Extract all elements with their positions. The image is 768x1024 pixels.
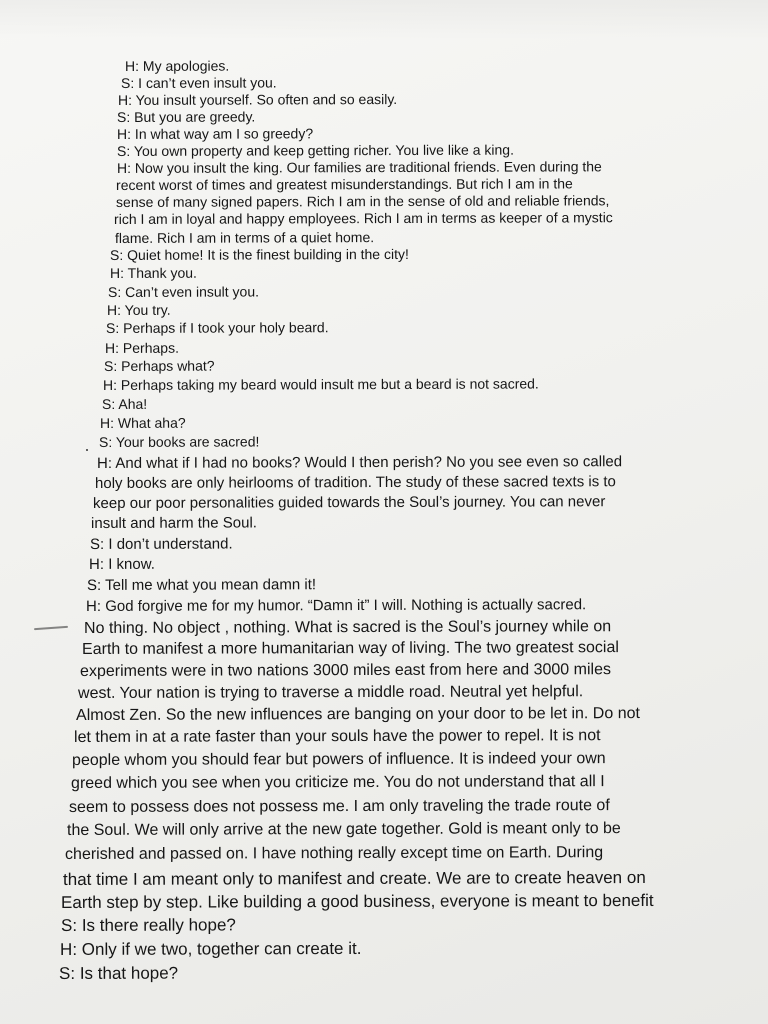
text-line: No thing. No object , nothing. What is sacred is the Soul’s journey while on [84, 618, 612, 637]
text-line: H: Thank you. [110, 264, 197, 281]
text-line: people whom you should fear but powers of influence. It is indeed your own [72, 750, 606, 769]
text-line: H: Perhaps taking my beard would insult me but a beard is not sacred. [103, 375, 539, 393]
text-line: let them in at a rate faster than your souls have the power to repel. It is not [74, 727, 601, 746]
text-line: S: I can’t even insult you. [121, 74, 277, 91]
text-line: Earth to manifest a more humanitarian way of living. The two greatest social [82, 639, 619, 658]
text-line: experiments were in two nations 3000 miles east from here and 3000 miles [80, 661, 611, 680]
text-line: S: But you are greedy. [117, 108, 256, 125]
text-line: H: Only if we two, together can create it. [60, 938, 362, 959]
text-line: Earth step by step. Like building a good business, everyone is meant to benefit [61, 890, 654, 912]
text-line: sense of many signed papers. Rich I am in the sense of old and reliable friends, [116, 192, 610, 210]
text-line: recent worst of times and greatest misunderstandings. But rich I am in the [116, 175, 573, 193]
text-line: S: Tell me what you mean damn it! [87, 576, 317, 594]
text-line: S: Is that hope? [59, 963, 179, 983]
text-line: S: Can’t even insult you. [108, 283, 260, 300]
text-line: S: You own property and keep getting richer. You live like a king. [117, 141, 514, 159]
paper-shadow [0, 0, 768, 40]
text-line: holy books are only heirlooms of tradition. The study of these sacred texts is to [95, 473, 616, 492]
text-line: west. Your nation is trying to traverse a middle road. Neutral yet helpful. [78, 683, 584, 702]
text-line: S: Quiet home! It is the finest building in the city! [110, 245, 409, 263]
text-line: S: I don’t understand. [90, 535, 233, 553]
text-line: seem to possess does not possess me. I am only traveling the trade route of [69, 797, 610, 816]
text-line: rich I am in loyal and happy employees. Rich I am in terms as keeper of a mystic [114, 209, 613, 227]
text-line: Almost Zen. So the new influences are banging on your door to be let in. Do not [76, 705, 640, 724]
text-line: S: Is there really hope? [61, 915, 236, 935]
text-line: H: Now you insult the king. Our families are traditional friends. Even during the [117, 158, 602, 176]
text-line: H: In what way am I so greedy? [117, 125, 314, 142]
text-line: S: Perhaps what? [104, 357, 215, 374]
text-line: H: What aha? [100, 414, 186, 431]
text-line: H: God forgive me for my humor. “Damn it” I will. Nothing is actually sacred. [86, 596, 587, 615]
text-line: S: Your books are sacred! [99, 433, 260, 450]
text-line: S: Aha! [102, 395, 148, 412]
text-line: the Soul. We will only arrive at the new gate together. Gold is meant only to be [67, 820, 621, 839]
text-line: H: I know. [89, 555, 155, 573]
text-line: insult and harm the Soul. [91, 514, 257, 532]
text-line: H: My apologies. [125, 57, 230, 74]
text-line: greed which you see when you criticize me. You do not understand that all I [71, 773, 605, 792]
text-line: H: And what if I had no books? Would I then perish? No you see even so called [97, 453, 623, 472]
text-line: cherished and passed on. I have nothing really except time on Earth. During [65, 844, 604, 863]
text-line: H: You insult yourself. So often and so easily. [118, 91, 398, 108]
text-line: S: Perhaps if I took your holy beard. [106, 319, 329, 336]
text-line: H: You try. [107, 301, 171, 318]
text-line: H: Perhaps. [105, 339, 179, 356]
ink-dot [86, 449, 88, 451]
text-line: flame. Rich I am in terms of a quiet home. [115, 229, 375, 246]
text-line: keep our poor personalities guided towards the Soul’s journey. You can never [93, 493, 606, 512]
text-line: that time I am meant only to manifest and create. We are to create heaven on [63, 867, 646, 889]
